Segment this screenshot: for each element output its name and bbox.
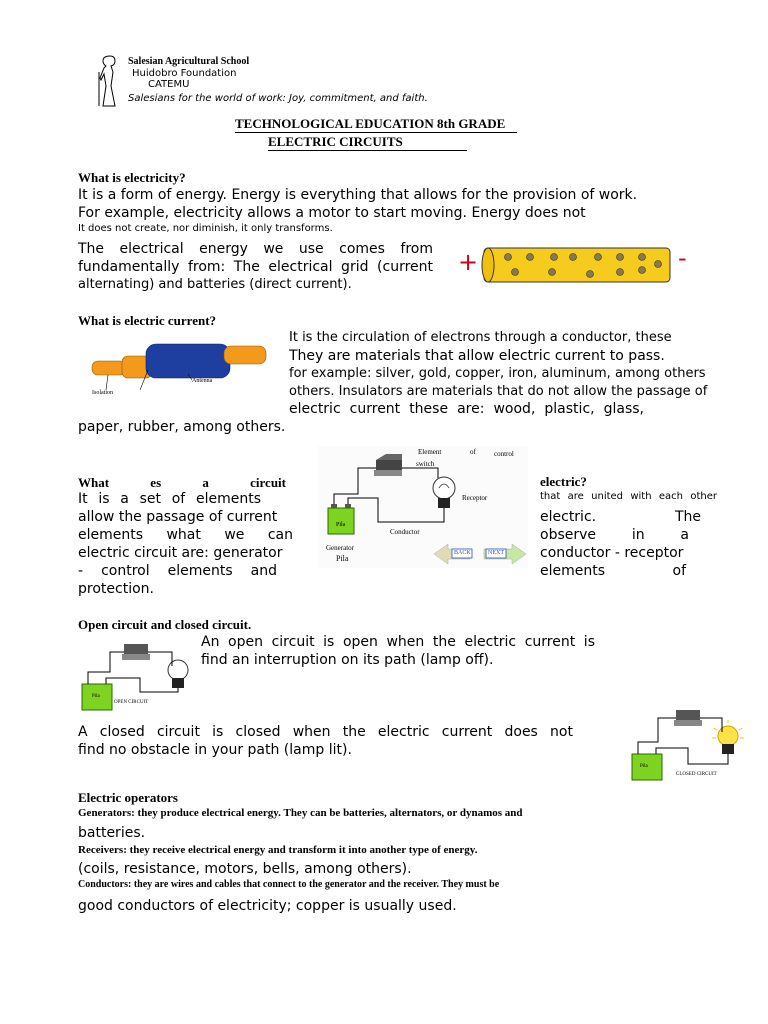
conductor-tube xyxy=(480,246,676,284)
label-conductor: Conductor xyxy=(390,528,420,536)
current-l1: It is the circulation of electrons through a conductor, these xyxy=(289,330,672,345)
label-generator: Generator xyxy=(326,544,354,552)
label-switch: switch xyxy=(416,460,435,468)
closed-circuit-figure xyxy=(630,706,744,784)
label-element: Element xyxy=(418,448,442,456)
circuit-l5: - control elements and xyxy=(78,563,277,579)
circuit-diagram xyxy=(318,446,528,568)
conductor-tube-figure xyxy=(458,244,698,286)
title-line-1: TECHNOLOGICAL EDUCATION 8th GRADE xyxy=(235,116,517,133)
circuit-heading-left: What es a circuit xyxy=(78,475,286,490)
operators-generators: Generators: they produce electrical energy. They can be batteries, alternators, or dynamos and xyxy=(78,807,523,819)
plus-sign: + xyxy=(458,248,479,276)
current-l6: paper, rubber, among others. xyxy=(78,419,286,435)
label-receptor: Receptor xyxy=(462,494,488,502)
circuit-r5: elements of xyxy=(540,563,686,579)
label-pila: Pila xyxy=(336,554,349,563)
current-l4: others. Insulators are materials that do not allow the passage of xyxy=(289,384,708,399)
electricity-p4a: The electrical energy we use comes from xyxy=(78,241,433,257)
foundation-name: Huidobro Foundation xyxy=(132,68,237,79)
open-l1: An open circuit is open when the electric current is xyxy=(201,634,595,650)
open-pila-label: Pila xyxy=(92,694,100,699)
closed-l1: A closed circuit is closed when the electric current does not xyxy=(78,724,573,740)
operators-receivers-2: (coils, resistance, motors, bells, among others). xyxy=(78,861,412,877)
electricity-heading: What is electricity? xyxy=(78,170,186,185)
operators-receivers: Receivers: they receive electrical energy and transform it into another type of energy. xyxy=(78,844,478,856)
circuit-r1: that are united with each other xyxy=(540,491,717,502)
label-pila-small: Pila xyxy=(336,522,346,528)
circuit-l2: allow the passage of current xyxy=(78,509,278,525)
document-subtitle xyxy=(268,134,467,151)
closed-l2: find no obstacle in your path (lamp lit). xyxy=(78,742,352,758)
electricity-p3: It does not create, nor diminish, it only transforms. xyxy=(78,223,333,234)
wire-label-antenna: Antenna xyxy=(192,378,213,384)
label-of: of xyxy=(470,448,476,456)
circuit-r3: observe in a xyxy=(540,527,689,543)
open-closed-heading: Open circuit and closed circuit. xyxy=(78,617,252,632)
current-heading: What is electric current? xyxy=(78,313,217,328)
current-l5: electric current these are: wood, plastic, glass, xyxy=(289,401,644,417)
electricity-p1: It is a form of energy. Energy is everything that allows for the provision of work. xyxy=(78,187,638,203)
circuit-l3: elements what we can xyxy=(78,527,293,543)
place-name: CATEMU xyxy=(148,79,190,90)
open-circuit-label: OPEN CIRCUIT xyxy=(114,700,149,705)
operators-conductors: Conductors: they are wires and cables that connect to the generator and the receiver. They must be xyxy=(78,879,500,890)
circuit-r2: electric. The xyxy=(540,509,701,525)
school-logo-icon xyxy=(96,52,126,108)
operators-conductors-2: good conductors of electricity; copper is usually used. xyxy=(78,898,457,914)
electricity-p4b: fundamentally from: The electrical grid (current xyxy=(78,259,433,275)
electricity-p4c: alternating) and batteries (direct current). xyxy=(78,277,352,292)
school-name: Salesian Agricultural School xyxy=(128,56,250,67)
back-button[interactable]: BACK xyxy=(454,550,471,556)
closed-pila-label: Pila xyxy=(640,764,648,769)
circuit-l4: electric circuit are: generator xyxy=(78,545,283,561)
circuit-r4: conductor - receptor xyxy=(540,545,684,561)
closed-circuit-label: CLOSED CIRCUIT xyxy=(676,772,717,777)
operators-heading: Electric operators xyxy=(78,790,178,805)
wire-figure xyxy=(88,334,273,400)
document-title xyxy=(235,116,517,133)
wire-label-isolation: Isolation xyxy=(92,390,113,396)
open-l2: find an interruption on its path (lamp off). xyxy=(201,652,494,668)
circuit-l1: It is a set of elements xyxy=(78,491,261,507)
label-control: control xyxy=(494,450,514,458)
motto: Salesians for the world of work: Joy, commitment, and faith. xyxy=(128,93,428,104)
operators-generators-2: batteries. xyxy=(78,825,146,841)
open-circuit-figure xyxy=(80,640,192,716)
current-l3: for example: silver, gold, copper, iron, aluminum, among others xyxy=(289,366,706,381)
circuit-l6: protection. xyxy=(78,581,154,597)
circuit-heading-right: electric? xyxy=(540,474,587,489)
next-button[interactable]: NEXT xyxy=(488,550,504,556)
minus-sign: - xyxy=(678,244,687,272)
current-l2: They are materials that allow electric current to pass. xyxy=(289,348,665,364)
electricity-p2: For example, electricity allows a motor to start moving. Energy does not xyxy=(78,205,586,221)
cable-illustration xyxy=(88,334,273,400)
title-line-2: ELECTRIC CIRCUITS xyxy=(268,134,467,151)
